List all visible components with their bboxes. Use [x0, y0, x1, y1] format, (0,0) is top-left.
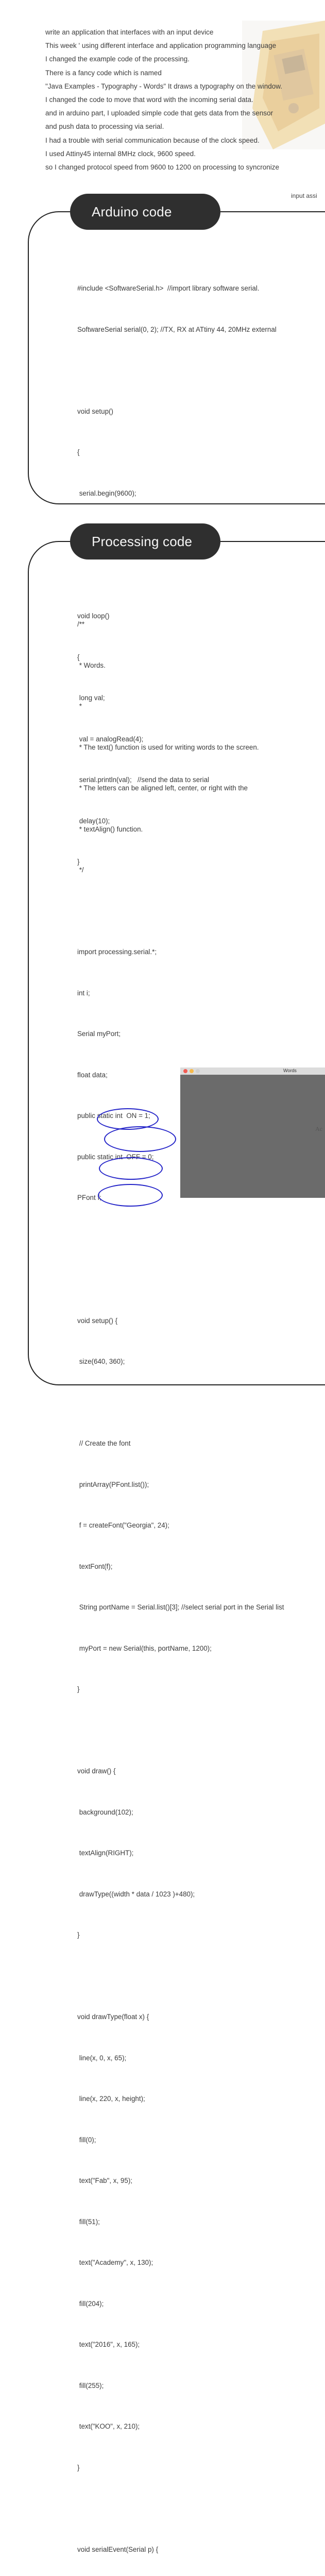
code-line: fill(51);: [77, 2217, 100, 2226]
code-line: serial.println(val); //send the data to serial: [77, 776, 210, 784]
code-line: /**: [77, 620, 85, 628]
code-line: void serialEvent(Serial p) {: [77, 2545, 159, 2553]
code-line: [77, 1232, 325, 1246]
code-line: printArray(PFont.list());: [77, 1480, 149, 1488]
code-line: #include <SoftwareSerial.h> //import library software serial.: [77, 284, 260, 292]
code-line: * The letters can be aligned left, center, or right with the: [77, 784, 248, 792]
processing-section-title: Processing code: [70, 523, 220, 560]
code-line: }: [77, 2463, 80, 2471]
intro-line: "Java Examples - Typography - Words" It draws a typography on the window.: [45, 82, 283, 90]
code-line: {: [77, 653, 80, 661]
code-line: fill(255);: [77, 2381, 104, 2389]
code-line: void draw() {: [77, 1767, 116, 1775]
code-line: [77, 905, 325, 919]
code-line: textAlign(RIGHT);: [77, 1849, 134, 1857]
code-line: [77, 1724, 325, 1738]
code-line: fill(0);: [77, 2136, 96, 2144]
code-line: int i;: [77, 989, 90, 997]
code-line: text("Academy", x, 130);: [77, 2259, 153, 2266]
code-line: }: [77, 1931, 80, 1939]
code-line: float data;: [77, 1071, 108, 1079]
code-line: Serial myPort;: [77, 1030, 121, 1038]
intro-line: I used Attiny45 internal 8MHz clock, 9600 speed.: [45, 149, 196, 158]
code-line: line(x, 220, x, height);: [77, 2095, 145, 2103]
annotation-ellipse-academy: [104, 1126, 176, 1152]
code-line: drawType((width * data / 1023 )+480);: [77, 1890, 195, 1898]
code-line: public static int OFF = 0;: [77, 1153, 154, 1161]
code-line: myPort = new Serial(this, portName, 1200);: [77, 1644, 212, 1652]
code-line: {: [77, 448, 80, 456]
annotation-ellipse-2016: [99, 1157, 163, 1180]
code-line: void loop(): [77, 612, 110, 620]
code-line: line(x, 0, x, 65);: [77, 2054, 127, 2062]
code-line: text("2016", x, 165);: [77, 2341, 140, 2348]
code-line: import processing.serial.*;: [77, 948, 157, 956]
code-line: long val;: [77, 694, 105, 702]
code-line: delay(10);: [77, 817, 110, 825]
window-rendered-text: Ac: [315, 1125, 322, 1132]
code-line: [77, 1970, 325, 1984]
processing-code-block: [77, 590, 325, 2576]
intro-line: I changed the example code of the processing.: [45, 55, 190, 63]
code-line: *: [77, 702, 82, 710]
words-sketch-window: [180, 1067, 325, 1198]
code-line: textFont(f);: [77, 1562, 113, 1570]
code-line: // Create the font: [77, 1439, 131, 1447]
code-line: */: [77, 866, 84, 874]
code-line: public static int ON = 1;: [77, 1112, 150, 1120]
code-line: void setup() {: [77, 1316, 118, 1325]
zoom-dot-icon: [196, 1069, 200, 1073]
code-line: void drawType(float x) {: [77, 2013, 149, 2021]
code-line: [77, 1396, 325, 1410]
code-line: size(640, 360);: [77, 1358, 125, 1365]
code-line: void setup(): [77, 407, 113, 415]
code-line: text("KOO", x, 210);: [77, 2422, 140, 2430]
code-line: * Words.: [77, 661, 106, 669]
arduino-section-title: Arduino code: [70, 194, 220, 230]
code-line: [77, 2502, 325, 2516]
intro-line: I changed the code to move that word with the incoming serial data.: [45, 95, 253, 104]
code-line: String portName = Serial.list()[3]; //select serial port in the Serial list: [77, 1603, 284, 1611]
minimize-dot-icon: [190, 1069, 194, 1073]
code-line: SoftwareSerial serial(0, 2); //TX, RX at ATtiny 44, 20MHz external: [77, 325, 277, 333]
intro-line: I had a trouble with serial communication because of the clock speed.: [45, 136, 260, 144]
code-line: }: [77, 858, 80, 866]
code-line: }: [77, 1685, 80, 1693]
intro-line: and in arduino part, I uploaded simple code that gets data from the sensor: [45, 109, 273, 117]
code-line: background(102);: [77, 1808, 133, 1816]
code-line: val = analogRead(4);: [77, 735, 144, 743]
code-line: text("Fab", x, 95);: [77, 2177, 132, 2184]
code-line: * The text() function is used for writing words to the screen.: [77, 743, 259, 751]
code-line: f = createFont("Georgia", 24);: [77, 1521, 169, 1529]
image-caption: input assi: [291, 192, 317, 199]
window-title: Words: [283, 1068, 297, 1073]
code-line: * textAlign() function.: [77, 825, 143, 833]
code-line: [77, 364, 325, 378]
code-line: serial.begin(9600);: [77, 489, 136, 497]
intro-line: so I changed protocol speed from 9600 to 1200 on processing to syncronize: [45, 163, 280, 171]
intro-line: This week ' using different interface and application programming language: [45, 42, 277, 50]
intro-text: [45, 26, 325, 174]
close-dot-icon: [183, 1069, 187, 1073]
code-line: [77, 1273, 325, 1287]
intro-line: write an application that interfaces with an input device: [45, 28, 214, 36]
code-line: PFont f;: [77, 1194, 101, 1201]
arduino-header-line: [219, 211, 325, 212]
annotation-ellipse-koo: [98, 1184, 163, 1207]
code-line: fill(204);: [77, 2299, 104, 2308]
intro-line: and push data to processing via serial.: [45, 123, 164, 131]
processing-header-line: [219, 541, 325, 542]
intro-line: There is a fancy code which is named: [45, 69, 162, 77]
